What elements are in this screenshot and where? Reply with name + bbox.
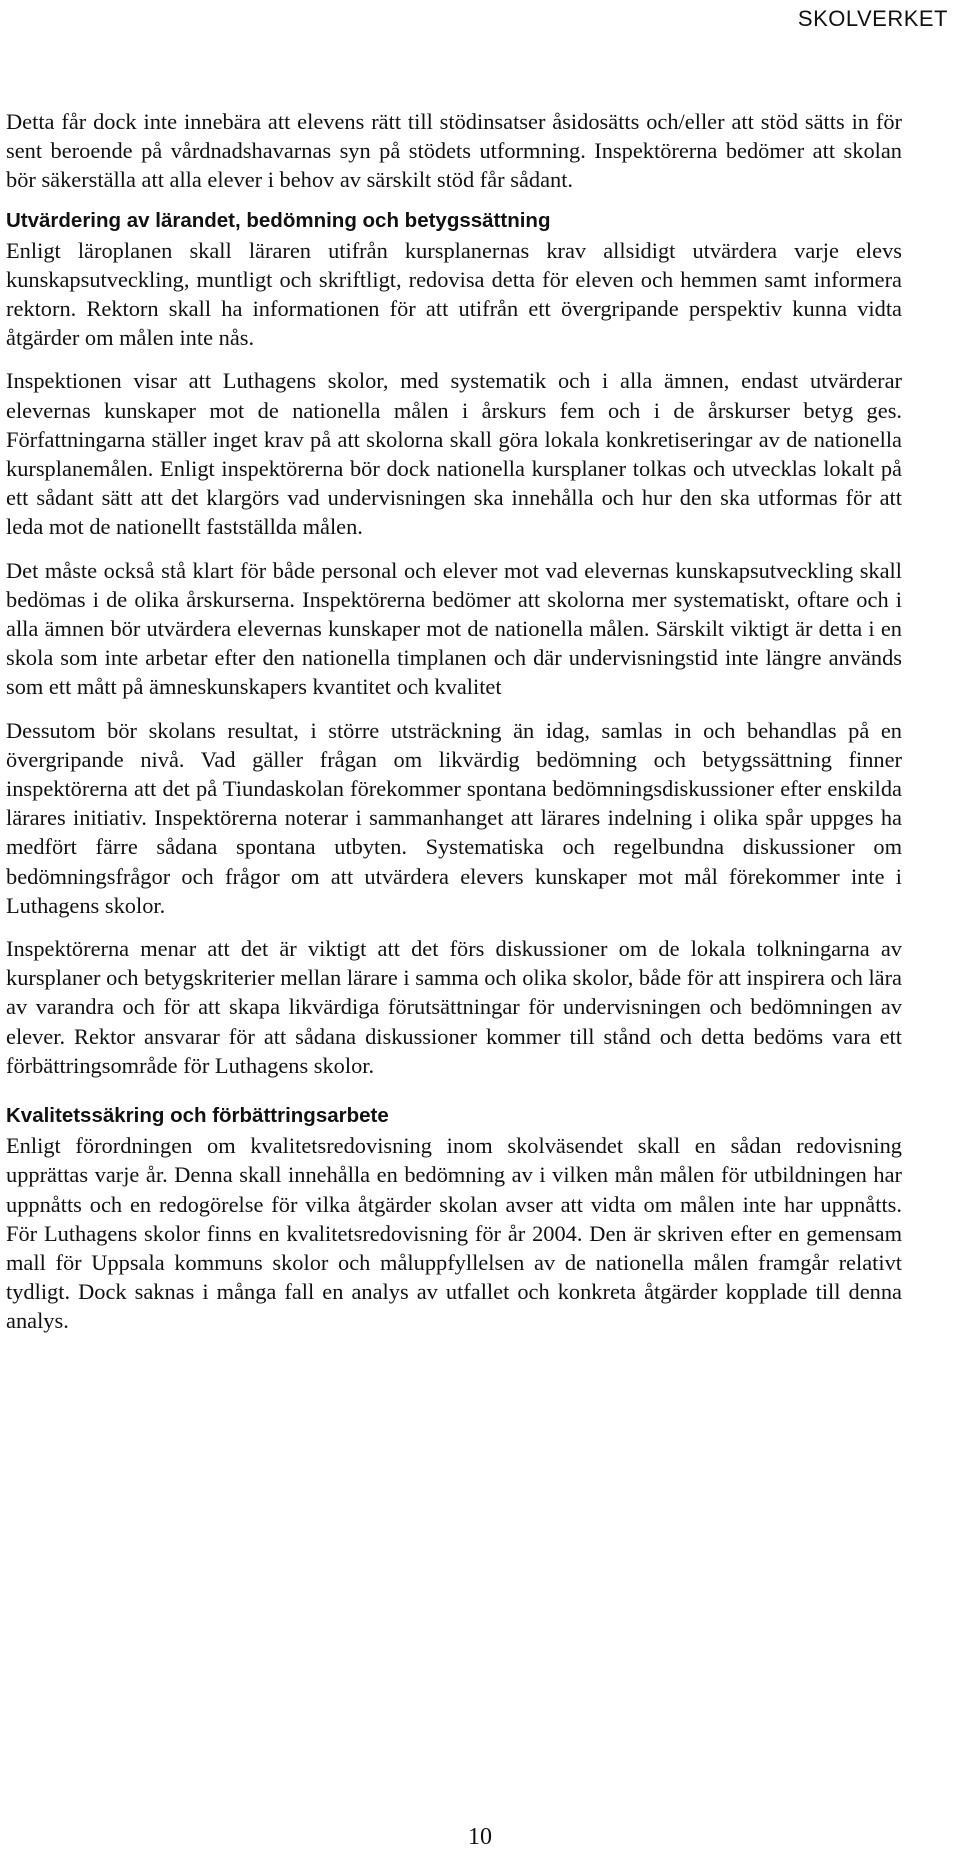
document-body — [6, 107, 902, 1336]
body-paragraph: Enligt läroplanen skall läraren utifrån kursplanernas krav allsidigt utvärdera varje elevs kunskapsutveckling, muntligt och skriftligt, redovisa detta för eleven och hemmen samt informera rektorn. Rektorn skall ha informationen för att utifrån ett övergripande perspektiv kunna vidta åtgärder om målen inte nås. — [6, 237, 902, 351]
body-paragraph: Det måste också stå klart för både personal och elever mot vad elevernas kunskapsutveckling skall bedömas i de olika årskurserna. Inspektörerna bedömer att skolorna mer systematiskt, oftare och i alla ämnen bör utvärdera elevernas kunskaper mot de nationella målen. Särskilt viktigt är detta i en skola som inte arbetar efter den nationella timplanen och där undervisningstid inte längre används som ett mått på ämneskunskapers kvantitet och kvalitet — [6, 557, 902, 700]
section-heading-quality: Kvalitetssäkring och förbättringsarbete — [6, 1104, 389, 1128]
page-number: 10 — [468, 1824, 492, 1850]
body-paragraph: Inspektörerna menar att det är viktigt att det förs diskussioner om de lokala tolkningarna av kursplaner och betygskriterier mellan lärare i samma och olika skolor, både för att inspirera och lära av varandra och för att skapa likvärdiga förutsättningar för undervisningen och bedömningen av elever. Rektor ansvarar för att sådana diskussioner kommer till stånd och detta bedöms vara ett förbättringsområde för Luthagens skolor. — [6, 936, 902, 1078]
intro-paragraph: Detta får dock inte innebära att elevens rätt till stödinsatser åsidosätts och/eller att stöd sätts in för sent beroende på vårdnadshavarnas syn på stödets utformning. Inspektörerna bedömer att skolan bör säkerställa att alla elever i behov av särskilt stöd får sådant. — [6, 109, 902, 193]
body-paragraph: Enligt förordningen om kvalitetsredovisning inom skolväsendet skall en sådan redovisning upprättas varje år. Denna skall innehålla en bedömning av i vilken mån målen för utbildningen har uppnåtts och en redogörelse för vilka åtgärder skolan avser att vidta om målen inte har uppnåtts. För Luthagens skolor finns en kvalitetsredovisning för år 2004. Den är skriven efter en gemensam mall för Uppsala kommuns skolor och måluppfyllelsen av de nationella målen framgår relativt tydligt. Dock saknas i många fall en analys av utfallet och konkreta åtgärder kopplade till denna analys. — [6, 1133, 902, 1334]
body-paragraph: Dessutom bör skolans resultat, i större utsträckning än idag, samlas in och behandlas på en övergripande nivå. Vad gäller frågan om likvärdig bedömning och betygssättning finner inspektörerna att det på Tiundaskolan förekommer spontana bedömningsdiskussioner efter enskilda lärares initiativ. Inspektörerna noterar i sammanhanget att lärares indelning i olika spår uppges ha medfört färre sådana spontana utbyten. Systematiska och regelbundna diskussioner om bedömningsfrågor och frågor om att utvärdera elevers kunskaper mot mål förekommer inte i Luthagens skolor. — [6, 717, 902, 918]
section-heading-evaluation: Utvärdering av lärandet, bedömning och betygssättning — [6, 208, 551, 232]
document-header: SKOLVERKET — [797, 6, 948, 31]
body-paragraph: Inspektionen visar att Luthagens skolor, med systematik och i alla ämnen, endast utvärderar elevernas kunskaper mot de nationella målen i årskurs fem och i de årskurser betyg ges. Författningarna ställer inget krav på att skolorna skall göra lokala konkretiseringar av de nationella kursplanemålen. Enligt inspektörerna bör dock nationella kursplaner tolkas och utvecklas lokalt på ett sådant sätt att det klargörs vad undervisningen ska innehålla och hur den ska utformas för att leda mot de nationellt fastställda målen. — [6, 368, 902, 540]
